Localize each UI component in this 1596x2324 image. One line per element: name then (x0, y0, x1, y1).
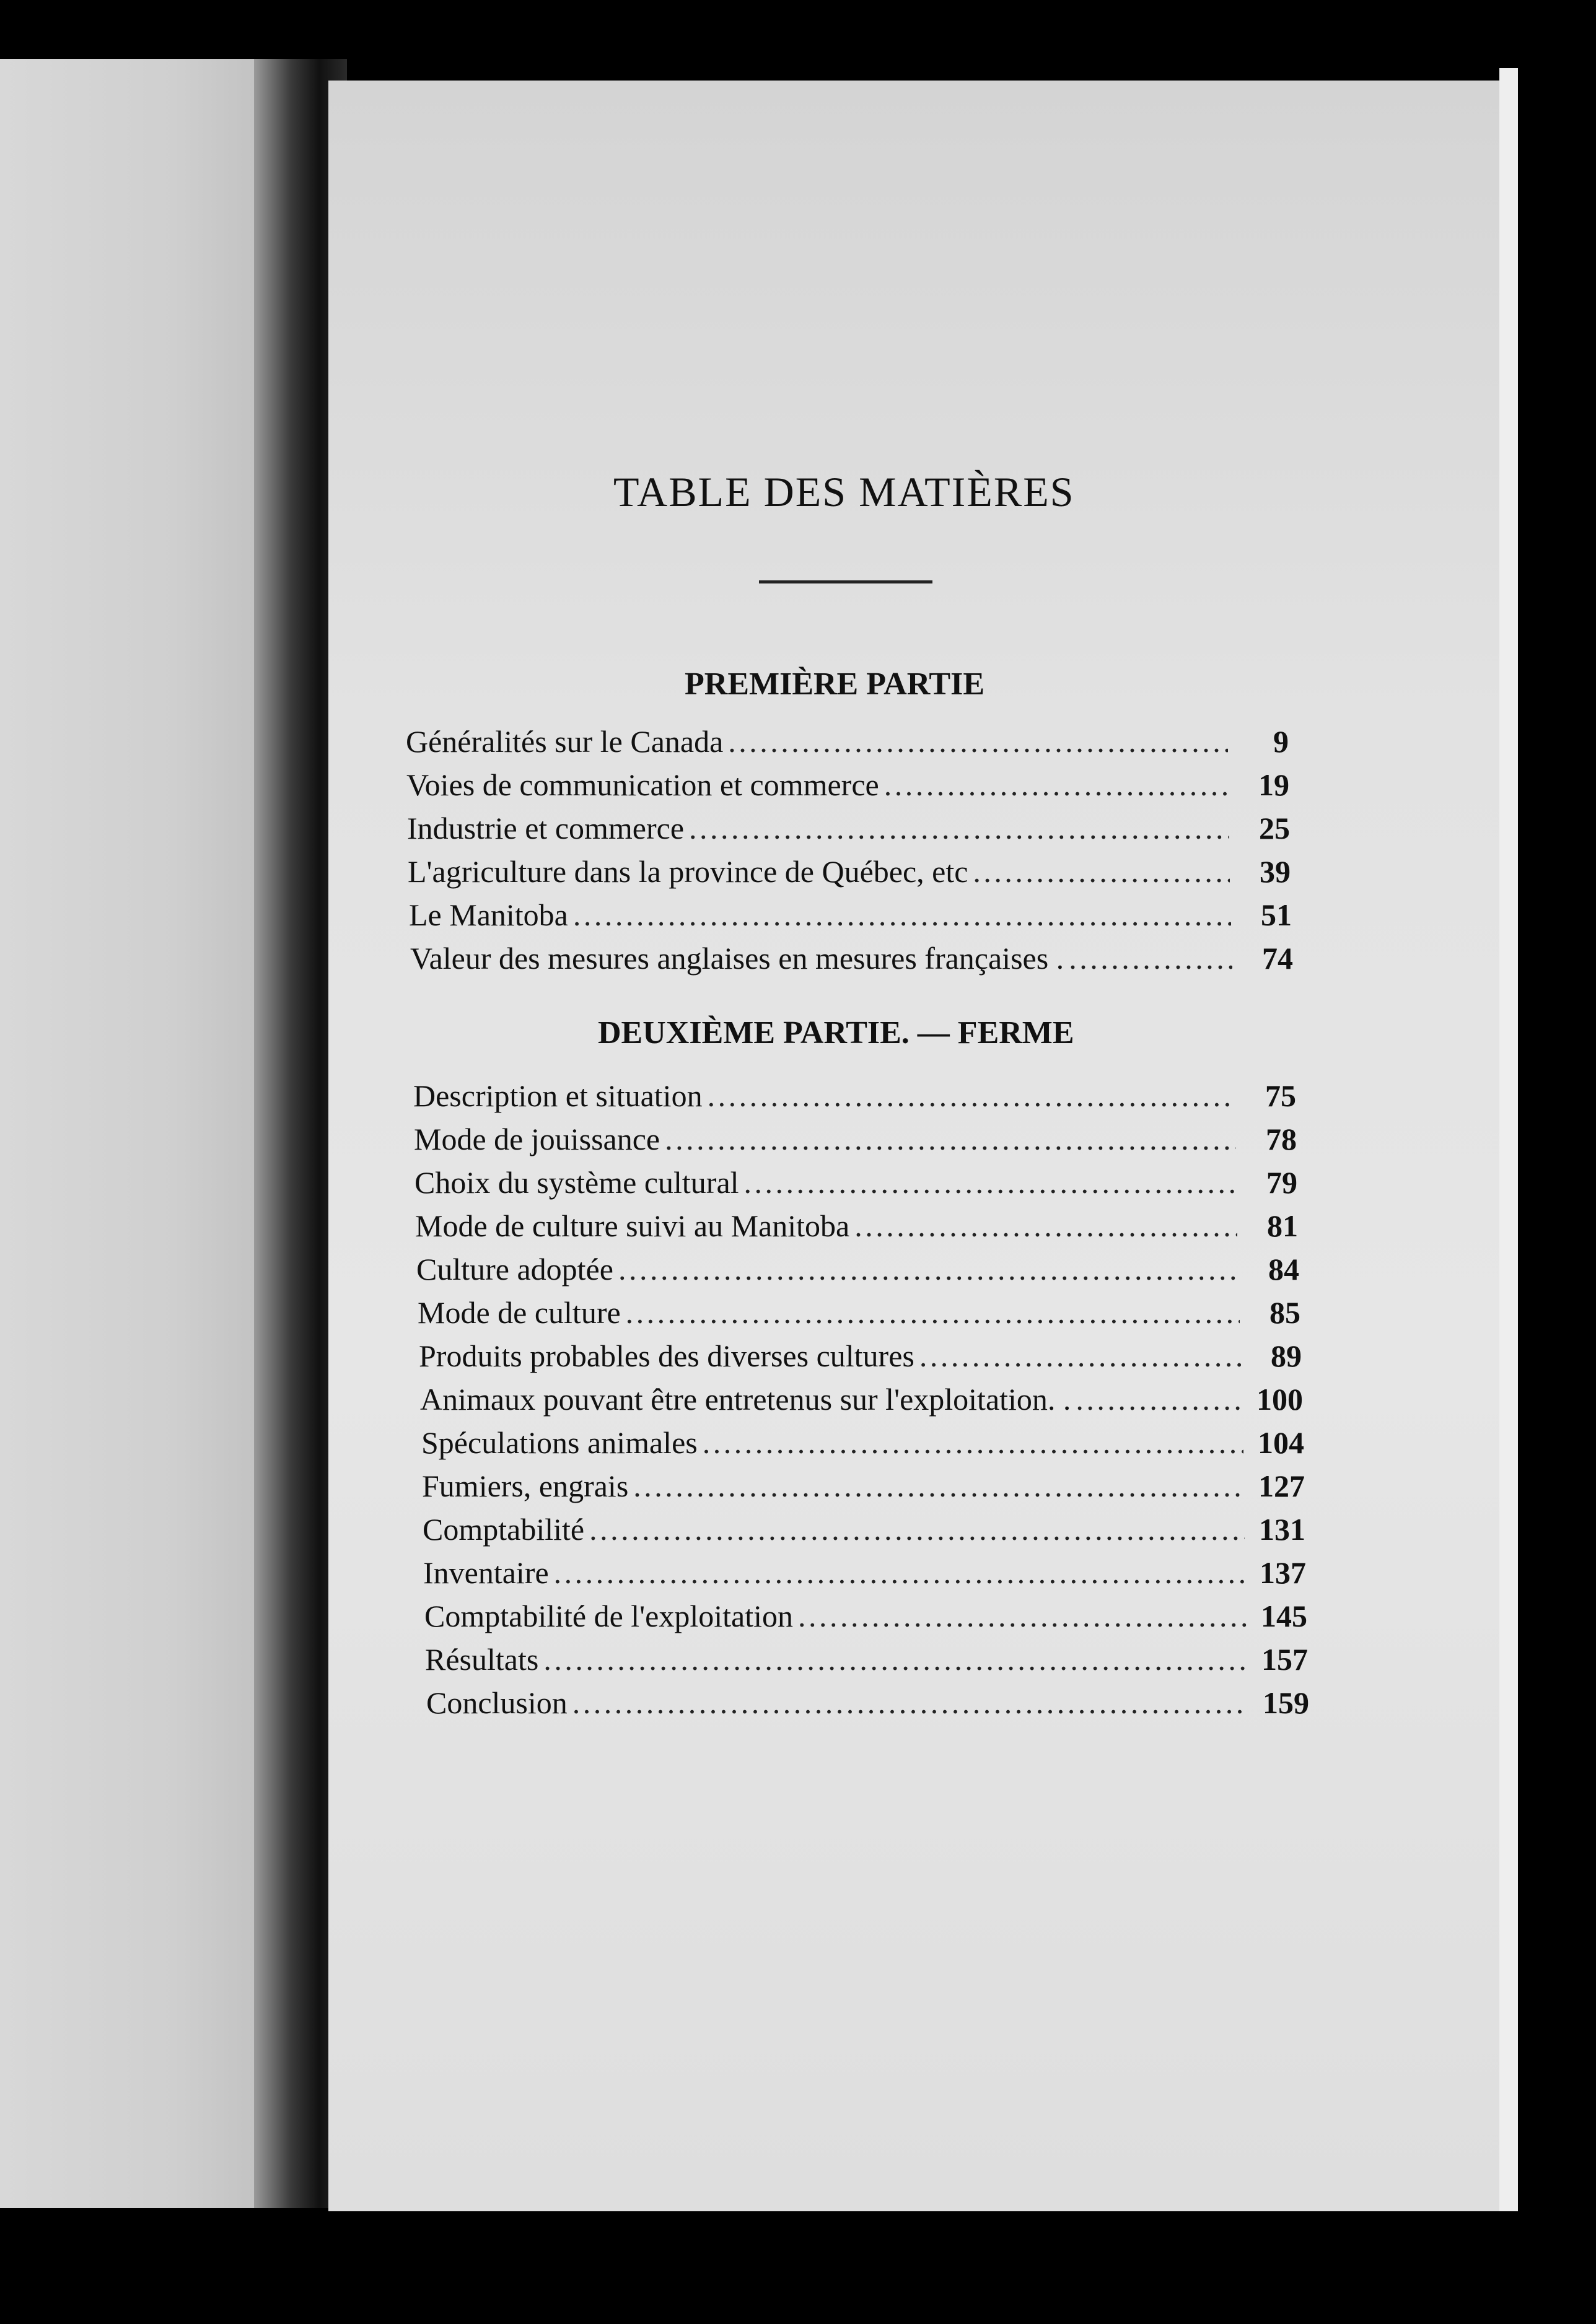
dot-leader (1076, 1381, 1242, 1417)
toc-entry-page: 84 (1268, 1252, 1299, 1286)
dot-leader (728, 723, 1228, 759)
toc-entry[interactable] (414, 1164, 1297, 1200)
toc-entry-page: 9 (1273, 724, 1289, 759)
toc-entry-label: Valeur des mesures anglaises en mesures françaises . (410, 941, 1064, 976)
toc-entry-page: 100 (1256, 1382, 1303, 1417)
toc-entry-label: Comptabilité de l'exploitation (424, 1599, 794, 1633)
toc-entry[interactable] (424, 1598, 1307, 1634)
toc-entry-label: Spéculations animales (421, 1425, 698, 1460)
toc-entry-label: Produits probables des diverses cultures (419, 1339, 914, 1373)
dot-leader (554, 1555, 1245, 1591)
toc-entry-page: 157 (1261, 1642, 1308, 1677)
dot-leader (573, 897, 1231, 933)
toc-entry[interactable] (415, 1208, 1298, 1244)
toc-entry-page: 19 (1258, 767, 1289, 802)
dot-leader (798, 1598, 1247, 1634)
toc-entry-page: 131 (1259, 1512, 1305, 1547)
part-heading-2: DEUXIÈME PARTIE. — FERME (598, 1015, 1074, 1051)
toc-entry-label: Généralités sur le Canada (406, 724, 724, 759)
dot-leader (703, 1425, 1243, 1461)
toc-entry-page: 159 (1263, 1685, 1309, 1720)
toc-entry-label: L'agriculture dans la province de Québec, etc (408, 854, 968, 889)
toc-entry[interactable] (416, 1251, 1299, 1287)
toc-entry-page: 89 (1271, 1339, 1302, 1373)
toc-entry-label: Mode de culture (418, 1295, 621, 1330)
toc-entry-page: 137 (1260, 1555, 1306, 1590)
dot-leader (626, 1295, 1240, 1330)
dot-leader (1069, 940, 1232, 976)
toc-entry-label: Culture adoptée (416, 1252, 613, 1286)
toc-entry-label: Résultats (425, 1642, 539, 1677)
toc-entry[interactable] (408, 854, 1291, 889)
left-page (0, 59, 291, 2208)
toc-entry[interactable] (420, 1381, 1303, 1417)
toc-entry-label: Conclusion (426, 1685, 568, 1720)
toc-entry-page: 25 (1259, 811, 1290, 845)
part-heading-1: PREMIÈRE PARTIE (685, 666, 985, 702)
toc-entry-page: 51 (1261, 898, 1292, 932)
toc-entry-label: Industrie et commerce (407, 811, 685, 845)
toc-entry-page: 85 (1269, 1295, 1300, 1330)
page-edge (1499, 68, 1518, 2211)
toc-entry[interactable] (421, 1425, 1304, 1461)
toc-entry-page: 104 (1258, 1425, 1304, 1460)
toc-entry[interactable] (422, 1468, 1305, 1504)
dot-leader (744, 1164, 1237, 1200)
toc-entry[interactable] (418, 1295, 1300, 1330)
toc-entry[interactable] (413, 1078, 1296, 1114)
toc-entry-label: Le Manitoba (409, 898, 568, 932)
toc-entry-page: 145 (1261, 1599, 1307, 1633)
toc-entry-label: Inventaire (423, 1555, 549, 1590)
dot-leader (689, 810, 1229, 846)
toc-entry[interactable] (414, 1121, 1297, 1157)
dot-leader (708, 1078, 1235, 1114)
toc-entry-label: Description et situation (413, 1078, 703, 1113)
toc-entry[interactable] (406, 723, 1289, 759)
toc-entry-page: 127 (1258, 1469, 1305, 1503)
toc-entry[interactable] (425, 1641, 1308, 1677)
toc-entry-page: 78 (1266, 1122, 1297, 1156)
dot-leader (973, 854, 1230, 889)
dot-leader (572, 1685, 1248, 1721)
toc-entry[interactable] (423, 1555, 1306, 1591)
toc-entry[interactable] (423, 1511, 1305, 1547)
toc-entry[interactable] (419, 1338, 1302, 1374)
dot-leader (633, 1468, 1244, 1504)
toc-entry-page: 39 (1260, 854, 1291, 889)
toc-entry-label: Fumiers, engrais (422, 1469, 629, 1503)
toc-entry-page: 81 (1267, 1208, 1298, 1243)
toc-entry-label: Mode de culture suivi au Manitoba (415, 1208, 850, 1243)
dot-leader (919, 1338, 1241, 1374)
toc-entry[interactable] (407, 810, 1290, 846)
toc-entry-label: Mode de jouissance (414, 1122, 660, 1156)
toc-entry[interactable] (426, 1685, 1309, 1721)
toc-entry[interactable] (409, 897, 1292, 933)
toc-entry[interactable] (410, 940, 1293, 976)
toc-entry[interactable] (406, 767, 1289, 803)
page-title: TABLE DES MATIÈRES (613, 468, 1075, 515)
dot-leader (665, 1121, 1236, 1157)
dot-leader (618, 1251, 1239, 1287)
toc-entry-page: 74 (1262, 941, 1293, 976)
toc-entry-label: Choix du système cultural (414, 1165, 739, 1200)
dot-leader (854, 1208, 1237, 1244)
dot-leader (884, 767, 1229, 803)
toc-entry-page: 75 (1265, 1078, 1296, 1113)
toc-entry-label: Voies de communication et commerce (406, 767, 879, 802)
toc-entry-label: Comptabilité (423, 1512, 585, 1547)
dot-leader (543, 1641, 1247, 1677)
dot-leader (589, 1511, 1245, 1547)
toc-entry-label: Animaux pouvant être entretenus sur l'exploitation. . (420, 1382, 1071, 1417)
toc-entry-page: 79 (1266, 1165, 1297, 1200)
title-rule (759, 580, 932, 583)
